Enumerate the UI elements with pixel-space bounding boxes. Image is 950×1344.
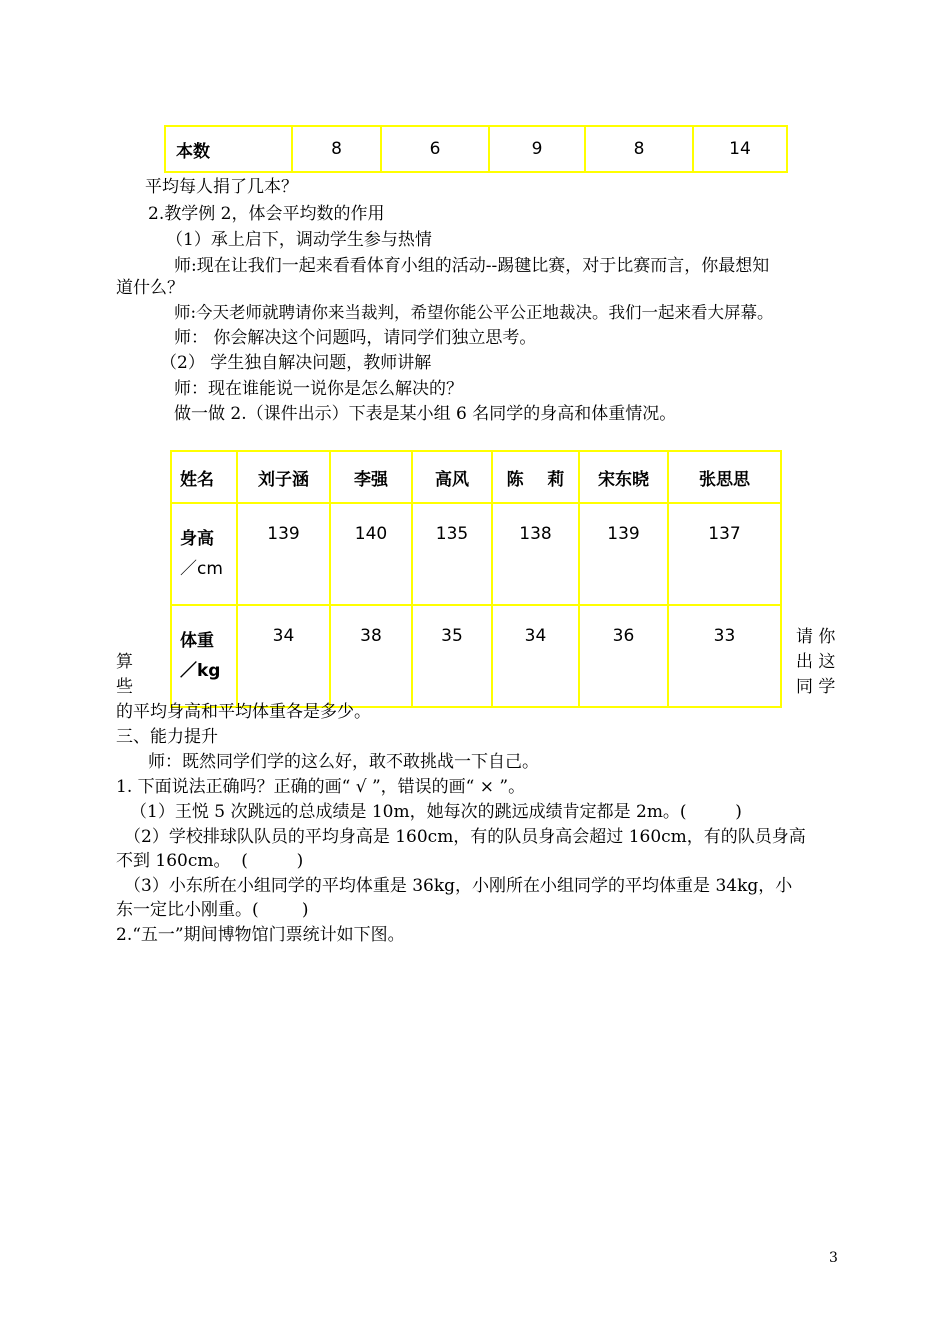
paragraph: 师:现在让我们一起来看看体育小组的活动--踢毽比赛，对于比赛而言，你最想知 <box>174 256 770 276</box>
question-item: （1）王悦 5 次跳远的总成绩是 10m，她每次的跳远成绩肯定都是 2m。( ) <box>130 802 742 822</box>
height-cell: 138 <box>492 503 579 605</box>
paragraph: （2） 学生独自解决问题，教师讲解 <box>160 353 432 373</box>
section-heading: 三、能力提升 <box>116 727 218 747</box>
question-item: 东一定比小刚重。( ) <box>116 900 309 920</box>
name-header-cell: 姓名 <box>171 451 237 503</box>
weight-cell: 38 <box>330 605 412 707</box>
weight-cell: 34 <box>492 605 579 707</box>
paragraph: 师：现在谁能说一说你是怎么解决的？ <box>174 379 463 399</box>
paragraph: 师：既然同学们学的这么好，敢不敢挑战一下自己。 <box>148 752 539 772</box>
weight-cell: 36 <box>579 605 668 707</box>
name-cell: 高风 <box>412 451 492 503</box>
name-cell: 张思思 <box>668 451 781 503</box>
table-row <box>171 503 781 605</box>
wrap-text: 算 <box>116 652 133 672</box>
paragraph: 道什么？ <box>116 278 184 298</box>
weight-cell: 34 <box>237 605 330 707</box>
weight-label-cell <box>171 605 237 707</box>
weight-unit: ／kg <box>180 661 221 681</box>
question-item: （2）学校排球队队员的平均身高是 160cm，有的队员身高会超过 160cm，有的队员身高 <box>124 827 806 847</box>
weight-label: 体重 <box>180 631 214 651</box>
height-cell: 139 <box>237 503 330 605</box>
table-row <box>165 126 787 172</box>
height-unit: ／cm <box>180 559 223 579</box>
books-value-cell: 6 <box>381 126 489 172</box>
books-header-cell: 本数 <box>165 126 292 172</box>
paragraph: 师:今天老师就聘请你来当裁判，希望你能公平公正地裁决。我们一起来看大屏幕。 <box>174 303 774 322</box>
name-cell: 陈 莉 <box>492 451 579 503</box>
paragraph: 平均每人捐了几本？ <box>145 177 298 197</box>
books-value-cell: 8 <box>585 126 693 172</box>
height-cell: 137 <box>668 503 781 605</box>
height-cell: 140 <box>330 503 412 605</box>
height-label-cell <box>171 503 237 605</box>
height-cell: 135 <box>412 503 492 605</box>
weight-cell: 35 <box>412 605 492 707</box>
wrap-text: 请 你 <box>796 627 836 647</box>
page-number: 3 <box>829 1250 838 1266</box>
books-value-cell: 14 <box>693 126 787 172</box>
weight-cell: 33 <box>668 605 781 707</box>
question: 2.“五一”期间博物馆门票统计如下图。 <box>116 925 405 945</box>
wrap-text: 同 学 <box>796 677 836 697</box>
name-cell: 李强 <box>330 451 412 503</box>
table-row <box>171 605 781 707</box>
name-cell: 宋东晓 <box>579 451 668 503</box>
paragraph: （1）承上启下，调动学生参与热情 <box>166 230 432 250</box>
name-cell: 刘子涵 <box>237 451 330 503</box>
section-heading: 2.教学例 2，体会平均数的作用 <box>148 204 385 224</box>
table-row <box>171 451 781 503</box>
height-weight-table <box>170 450 782 708</box>
question-item: 不到 160cm。 ( ) <box>116 851 304 871</box>
paragraph: 师： 你会解决这个问题吗，请同学们独立思考。 <box>174 328 537 348</box>
books-table <box>164 125 788 173</box>
question: 1. 下面说法正确吗？正确的画“ √ ”，错误的画“ × ”。 <box>116 777 526 797</box>
wrap-text: 出 这 <box>796 652 836 672</box>
question-item: （3）小东所在小组同学的平均体重是 36kg，小刚所在小组同学的平均体重是 34kg，小 <box>124 876 793 896</box>
paragraph: 的平均身高和平均体重各是多少。 <box>116 702 371 722</box>
paragraph: 做一做 2.（课件出示）下表是某小组 6 名同学的身高和体重情况。 <box>174 404 677 424</box>
books-value-cell: 9 <box>489 126 585 172</box>
height-label: 身高 <box>180 529 214 549</box>
wrap-text: 些 <box>116 677 133 697</box>
height-cell: 139 <box>579 503 668 605</box>
books-value-cell: 8 <box>292 126 381 172</box>
